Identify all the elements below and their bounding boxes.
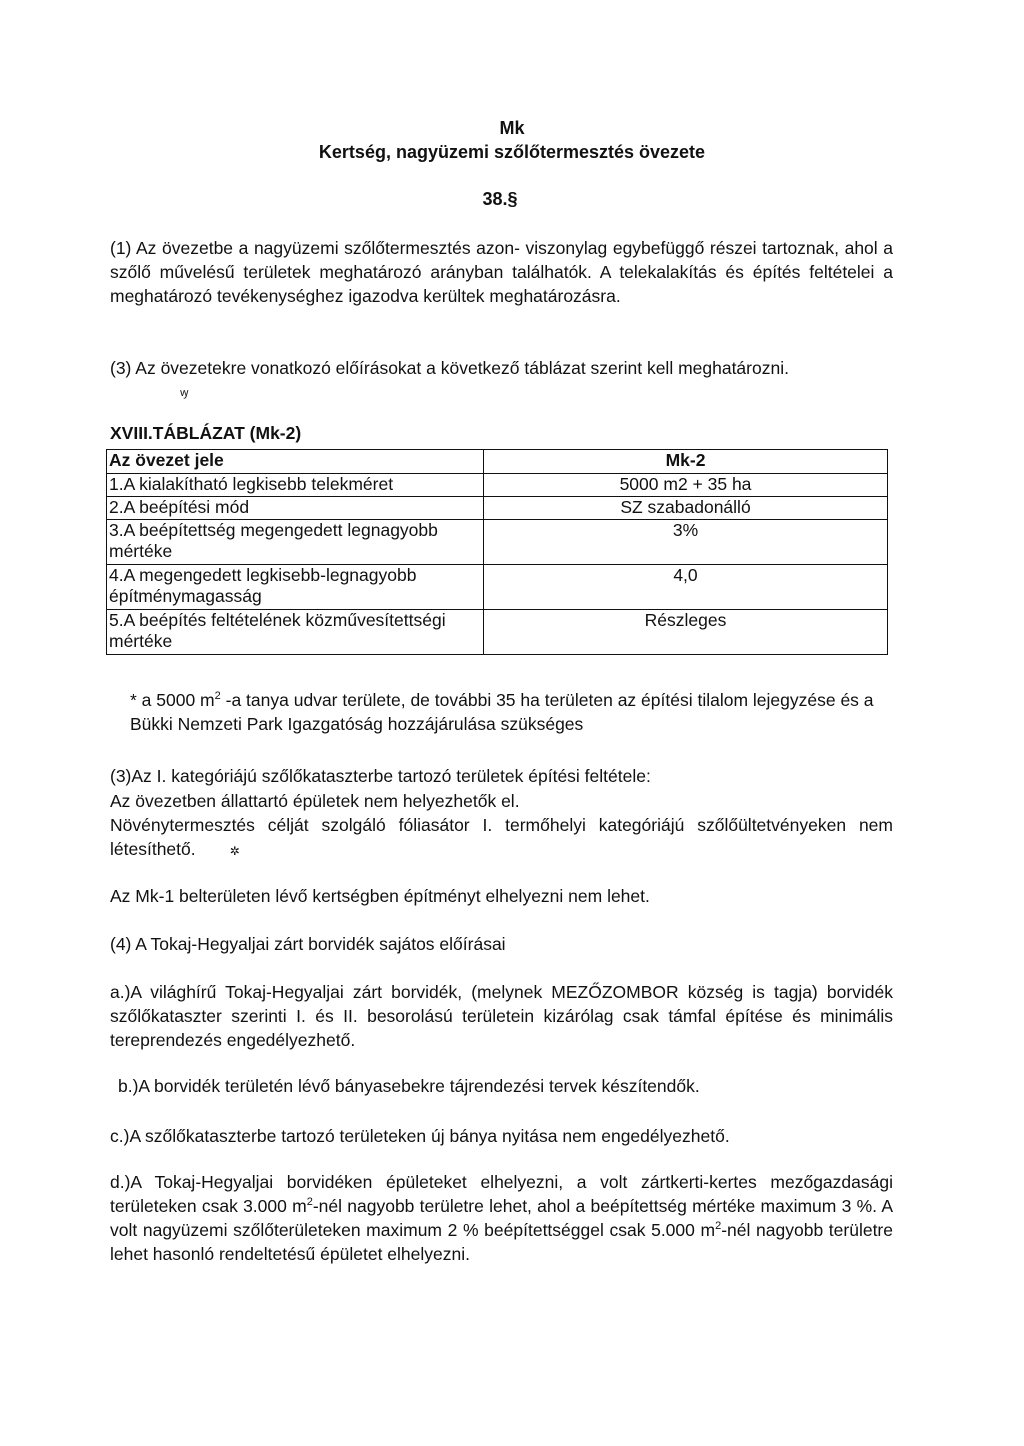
table-footnote bbox=[130, 688, 900, 736]
row-value: 4,0 bbox=[484, 565, 888, 610]
rule-d-part2: -nél nagyobb területre lehet, ahol a beépítettség mértéke maximum 3 %. A volt nagyüzemi szőlőterületeken maximum 2 % beépítettséggel csak 5.000 m bbox=[110, 1196, 893, 1240]
section-4-title: (4) A Tokaj-Hegyaljai zárt borvidék sajátos előírásai bbox=[110, 934, 506, 954]
rule-d-part1: d.)A Tokaj-Hegyaljai borvidéken épületeket elhelyezni, a volt zártkerti-kertes mezőgazdasági területeken csak 3.000 m bbox=[110, 1172, 893, 1216]
footnote-sup: 2 bbox=[214, 690, 221, 703]
table-header-value: Mk-2 bbox=[484, 450, 888, 474]
row-value: Részleges bbox=[484, 610, 888, 655]
row-value: 3% bbox=[484, 520, 888, 565]
scan-mark: ꝡ bbox=[180, 387, 189, 400]
paragraph-1: (1) Az övezetbe a nagyüzemi szőlőtermesztés azon- viszonylag egybefüggő részei tartoznak, ahol a szőlő művelésű területek meghatározó arányban találhatók. A telekalakítás és építés feltételei a meghatározó tevékenységhez igazodva kerültek meghatározásra. bbox=[110, 238, 893, 306]
zoning-table bbox=[106, 449, 888, 655]
table-row bbox=[107, 565, 888, 610]
livestock-rule-line: Az övezetben állattartó épületek nem helyezhetők el. bbox=[110, 791, 520, 811]
foil-tent-rule bbox=[110, 813, 893, 863]
row-label: 2.A beépítési mód bbox=[107, 497, 484, 520]
row-label: 5.A beépítés feltételének közművesítettségi mértéke bbox=[107, 610, 484, 655]
row-value: 5000 m2 + 35 ha bbox=[484, 474, 888, 497]
rule-b: b.)A borvidék területén lévő bányasebekre tájrendezési tervek készítendők. bbox=[118, 1076, 700, 1096]
paragraph-3 bbox=[110, 356, 810, 405]
scan-mark: ✲ bbox=[229, 844, 240, 858]
rule-c: c.)A szőlőkataszterbe tartozó területeken új bánya nyitása nem engedélyezhető. bbox=[110, 1126, 730, 1146]
rule-d-sup1: 2 bbox=[306, 1196, 313, 1209]
table-row bbox=[107, 497, 888, 520]
row-label: 1.A kialakítható legkisebb telekméret bbox=[107, 474, 484, 497]
rule-d bbox=[110, 1170, 893, 1266]
category-condition-line: (3)Az I. kategóriájú szőlőkataszterbe tartozó területek építési feltétele: bbox=[110, 766, 651, 786]
page-title: Kertség, nagyüzemi szőlőtermesztés övezete bbox=[318, 142, 706, 162]
mk1-rule: Az Mk-1 belterületen lévő kertségben építményt elhelyezni nem lehet. bbox=[110, 886, 650, 906]
zone-code: Mk bbox=[499, 118, 525, 138]
row-label: 4.A megengedett legkisebb-legnagyobb építménymagasság bbox=[107, 565, 484, 610]
footnote-suffix: -a tanya udvar területe, de további 35 ha területen az építési tilalom lejegyzése és a Bükki Nemzeti Park Igazgatóság hozzájárulása szükséges bbox=[130, 690, 874, 734]
section-number: 38.§ bbox=[482, 189, 518, 209]
table-row bbox=[107, 610, 888, 655]
table-row bbox=[107, 474, 888, 497]
row-label: 3.A beépítettség megengedett legnagyobb mértéke bbox=[107, 520, 484, 565]
table-row bbox=[107, 520, 888, 565]
footnote-prefix: * a 5000 m bbox=[130, 690, 215, 710]
table-header-row bbox=[107, 450, 888, 474]
row-value: SZ szabadonálló bbox=[484, 497, 888, 520]
rule-d-sup2: 2 bbox=[715, 1220, 722, 1233]
foil-tent-text: Növénytermesztés célját szolgáló fóliasátor I. termőhelyi kategóriájú szőlőültetvényeken nem létesíthető. bbox=[110, 815, 893, 859]
rule-d-part3: -nél nagyobb területre lehet hasonló rendeltetésű épületet elhelyezni. bbox=[110, 1220, 893, 1264]
table-title: XVIII.TÁBLÁZAT (Mk-2) bbox=[110, 423, 302, 443]
table-header-label: Az övezet jele bbox=[107, 450, 484, 474]
paragraph-3-text: (3) Az övezetekre vonatkozó előírásokat a következő táblázat szerint kell meghatározni. bbox=[110, 358, 789, 378]
rule-a: a.)A világhírű Tokaj-Hegyaljai zárt borvidék, (melynek MEZŐZOMBOR község is tagja) borvidék szőlőkataszter szerinti I. és II. besorolású területein kizárólag csak támfal építése és minimális tereprendezés engedélyezhető. bbox=[110, 982, 893, 1050]
